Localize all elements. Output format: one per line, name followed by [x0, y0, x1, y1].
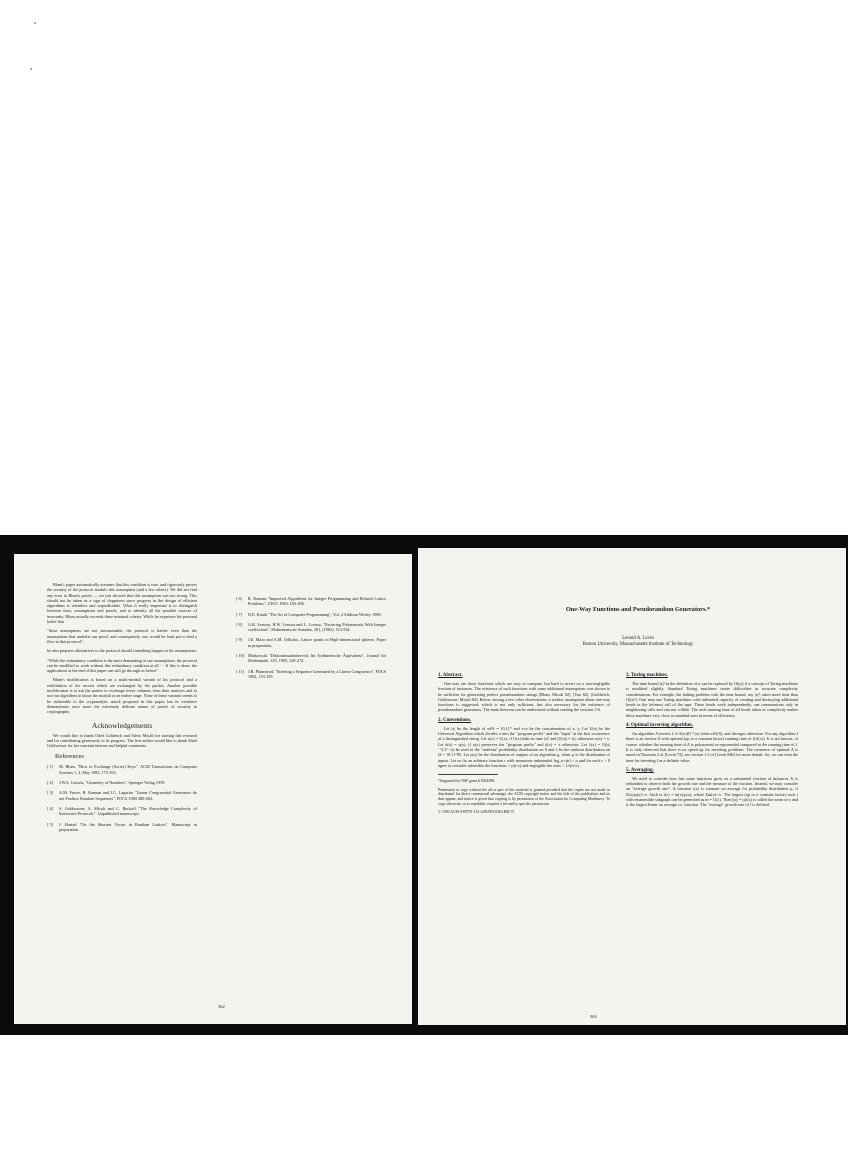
scanner-bed: [0, 1035, 848, 1170]
author-name: Leonid A. Levin: [622, 636, 654, 641]
scan-shadow-bottom: [0, 1025, 848, 1035]
section-heading: 5. Averaging.: [626, 767, 654, 773]
paragraph: he also prepares alternatives to the protocol should something happen to his assumptions:: [47, 648, 197, 654]
paragraph: The time bound |x|² in the definition of u can be replaced by O(|x|) if a concept of Turing machines is modified slightly. Standard Turing machines create difficulties in accurate complexity considerations. For example, the halting problem with the time bound, say |x|², takes more time than O(|x|²). One may use Turing machines with unlimited capacity of creating and destroying additional heads in the leftmost cell of the tape. These heads work independently, can communicate only in neighboring cells and can not collide. The total running time of all heads taken as complexity makes these machines very close to standard ones in terms of efficiency.: [626, 681, 798, 718]
page-number: 363: [590, 1014, 597, 1019]
right-page: [418, 548, 846, 1030]
left-column-1: [47, 582, 197, 837]
left-page: [14, 554, 412, 1024]
speck: [30, 68, 32, 70]
paragraph: Blum's modification is based on a multi-moduli variant of his protocol and a redefinition of the secrets which are exchanged by the parties. Another possible modification is to ask the parties to exchange fewer columns from their matrices and to use our algorithm to factor the moduli at an earlier stage. None of these variants seems to be vulnerable to the cryptanalytic attack proposed in this paper, but its existence demonstrates once more the extremely delicate nature of proofs of security in cryptography.: [47, 677, 197, 715]
acknowledgements-heading: Acknowledgements: [91, 720, 153, 730]
paragraph: An algorithm A inverts f, if A(x)∈f⁻¹(x) when x∈f(S), and diverges otherwise. For any algorithm f there is an inverse A with optimal (up to a constant factor) running time of f(A(x)). It is not known, of course, whether the running time of A is polynomial or exponential compared to the running time of f. It is only observed that there is no speed up for inverting problems. The existence of optimal A is noted in Theorem 2 of [Levin 73]; see section 1.3 of [Levin 84b] for more details. So, we can treat the time for inverting f as a definite value.: [626, 731, 798, 763]
left-column-2: [236, 596, 386, 684]
footnote: *Supported by NSF grant # 8304498.: [438, 779, 495, 784]
quote: "While the redundancy condition is the most demanding of our assumptions, the protocol can be modified to work without this redundancy condition at all ··· If this is done, the applications at the end of this paper can still go through as before".: [47, 657, 197, 674]
right-column-1: [438, 668, 610, 819]
section-heading: 4. Optimal inverting algorithm.: [626, 723, 694, 729]
paragraph: Blum's paper axiomatically assumes that this condition is true, and rigorously proves the security of the protocol modulo this assumption (and a few others). We did not find any error in Blum's proofs — we just showed that this assumption was too strong. This should not be taken as a sign of sloppiness since progress in the design of efficient algorithms is relentless and unpredictable. What is really important is to distinguish between facts, assumptions and proofs, and to identify all the possible sources of insecurity. Blum actually exceeds these minimal criteria. While he expresses his personal belief that: [47, 582, 197, 625]
paragraph: We need to consider how fast some functions grow on a substantial fraction of instances. It is redundant to observe both the growth rate and the measure of the fraction. Instead, we may consider an "average growth rate". A function t(x) is constant on average for probability distribution μ, if Σt(x)μ(x)<∞. Such is t(x) = m(x)/μ(x), where Σm(x)<∞. The largest (up to a constant factor) such t with enumerable subgraph can be generated as m = U(λ). Then ||x|| = |x|t(x) is called the norm of x and is the largest linear on average r.e. function. The "average" growth rate of f is defined: [626, 775, 798, 808]
reference-item: [ 8] A.K. Lenstra, H.W. Lenstra and L. Lovasz, "Factoring Polynomials With Integer coefficients", Mathematische Annalen, 261, (1982), 513-534.: [236, 621, 386, 633]
references-heading: References: [55, 753, 84, 761]
author-affiliation: Boston University, Massachusetts Institute of Technology: [582, 642, 694, 647]
footnote-rule: [438, 774, 498, 775]
reference-item: [ 6] R. Kannan "Improved Algorithms for Integer Programming and Related Lattice Problems", STOC 1983, 193-206.: [236, 596, 386, 607]
reference-item: [ 5] J. Hastad "On the Shortest Vector in Random Lattices". Manuscript in preparation.: [47, 821, 197, 832]
reference-item: [ 4] S. Goldwasser, S. Micali and C. Rackoff "The Knowledge Complexity of Interactive Protocols". Unpublished manuscript.: [47, 805, 197, 817]
section-heading: 1. Abstract.: [438, 673, 463, 678]
permission-notice: Permission to copy without fee all or part of this material is granted provided that the copies are not made or distributed for direct commercial advantage, the ACM copyright notice and the title of the publication and its date appear, and notice is given that copying is by permission of the Association for Computing Machinery. To copy otherwise, or to republish, requires a fee and/or specific permission.: [438, 787, 610, 806]
section-heading: 2. Conventions.: [438, 717, 471, 723]
speck: [34, 22, 36, 24]
copyright-line: © 1985 ACM 0-89791-151-2/85/005/0363 $00.75: [438, 810, 515, 815]
reference-item: [ 1] M. Blum, "How to Exchange (Secret) Keys", ACM Transactions on Computer Systems 1, 2, May 1983, 175-193.: [47, 764, 197, 775]
reference-item: [ 9] J.E. Mazo and A.M. Odlyzko, Lattice points in High-dimensional spheres. Paper in preparation.: [236, 637, 386, 648]
author-block: [478, 636, 798, 648]
reference-item: [ 10] Minkowski "Diskontinuitätsbereich für Arithmetische Äquivalenz", Journal für Mathematik, 129, 1905, 220-274.: [236, 653, 386, 664]
acknowledgements-text: We would like to thank Oded Goldreich and Silvio Micali for starting this research and for contributing generously to its progress. The first author would like to thank Shafi Goldwasser for her constant interest and helpful comments.: [47, 732, 197, 749]
quote: "these assumptions are not unreasonable, the protocol is harder even than the assumptions that underlie our proof, and consequently, one would be hard put to find a flaw in that protocol",: [47, 628, 197, 644]
reference-item: [ 3] A.M. Frieze, R. Kannan and J.C. Lagarias "Linear Congruential Generators do not Produce Random Sequences", FOCS 1984 480-484.: [47, 790, 197, 801]
reference-item: [ 11] J.B. Plumstead, "Inferring a Sequence Generated by a Linear Congruence", FOCS 1982, 153-159.: [236, 668, 386, 679]
right-column-2: [626, 668, 798, 812]
paragraph: One-way are those functions which are easy to compute, but hard to invert on a non-negligible fraction of instances. The existence of such functions with some additional assumptions was shown to be sufficient for generating perfect pseudorandom strings [Blum, Micali 82], [Yao 82], [Goldreich, Goldwasser, Micali 84]. Below, among a few other observations, a weaker assumption about one-way functions is suggested, which is not only sufficient, but also necessary for the existence of pseudorandom generators. The main theorem can be understood without reading the sections 3-6.: [438, 681, 610, 713]
paragraph: Let |x| be the length of x∈S = {0,1}* and x∘y be the concatenation of x, y. Let U(x) be the Universal Algorithm which divides x into the "program prefix" and the "input" at the first occurrence of a distinguished string. Let u(x) = U(x), if U(x) halts in time |x|² and |U(x)| = |x|; otherwise u(x) = x. Let ū(x) = u(x), if u(x) preserves the "program prefix" and ū(x) = x otherwise. Let λ(x) = O(|x|⁻²)·2^−|x| be used as the "uniform" probability distribution on S and λ be the uniform distribution on Ω = {0,1}^ℕ. Let ρ(x) be the distribution of outputs of an algorithm g, when μ is the distribution of inputs. Let us fix an arbitrary function r with monotone unbounded log_n r(n) < n and for each ε > 0 agree to consider infeasible the functions > r(n^ε) and negligible the ones < 1/r(n^ε).: [438, 725, 610, 768]
page-number: 362: [218, 1004, 225, 1009]
reference-item: [ 7] D.E. Knuth "The Art of Computer Programming", Vol. 2 Addison Wesley 1980.: [236, 611, 382, 617]
paper-title: One-Way Functions and Pseudorandom Generators.*: [565, 606, 711, 613]
section-heading: 3. Turing machines.: [626, 673, 668, 678]
reference-item: [ 2] J.W.S. Cassels, "Geometry of Numbers", Springer Verlag 1959.: [47, 780, 166, 786]
